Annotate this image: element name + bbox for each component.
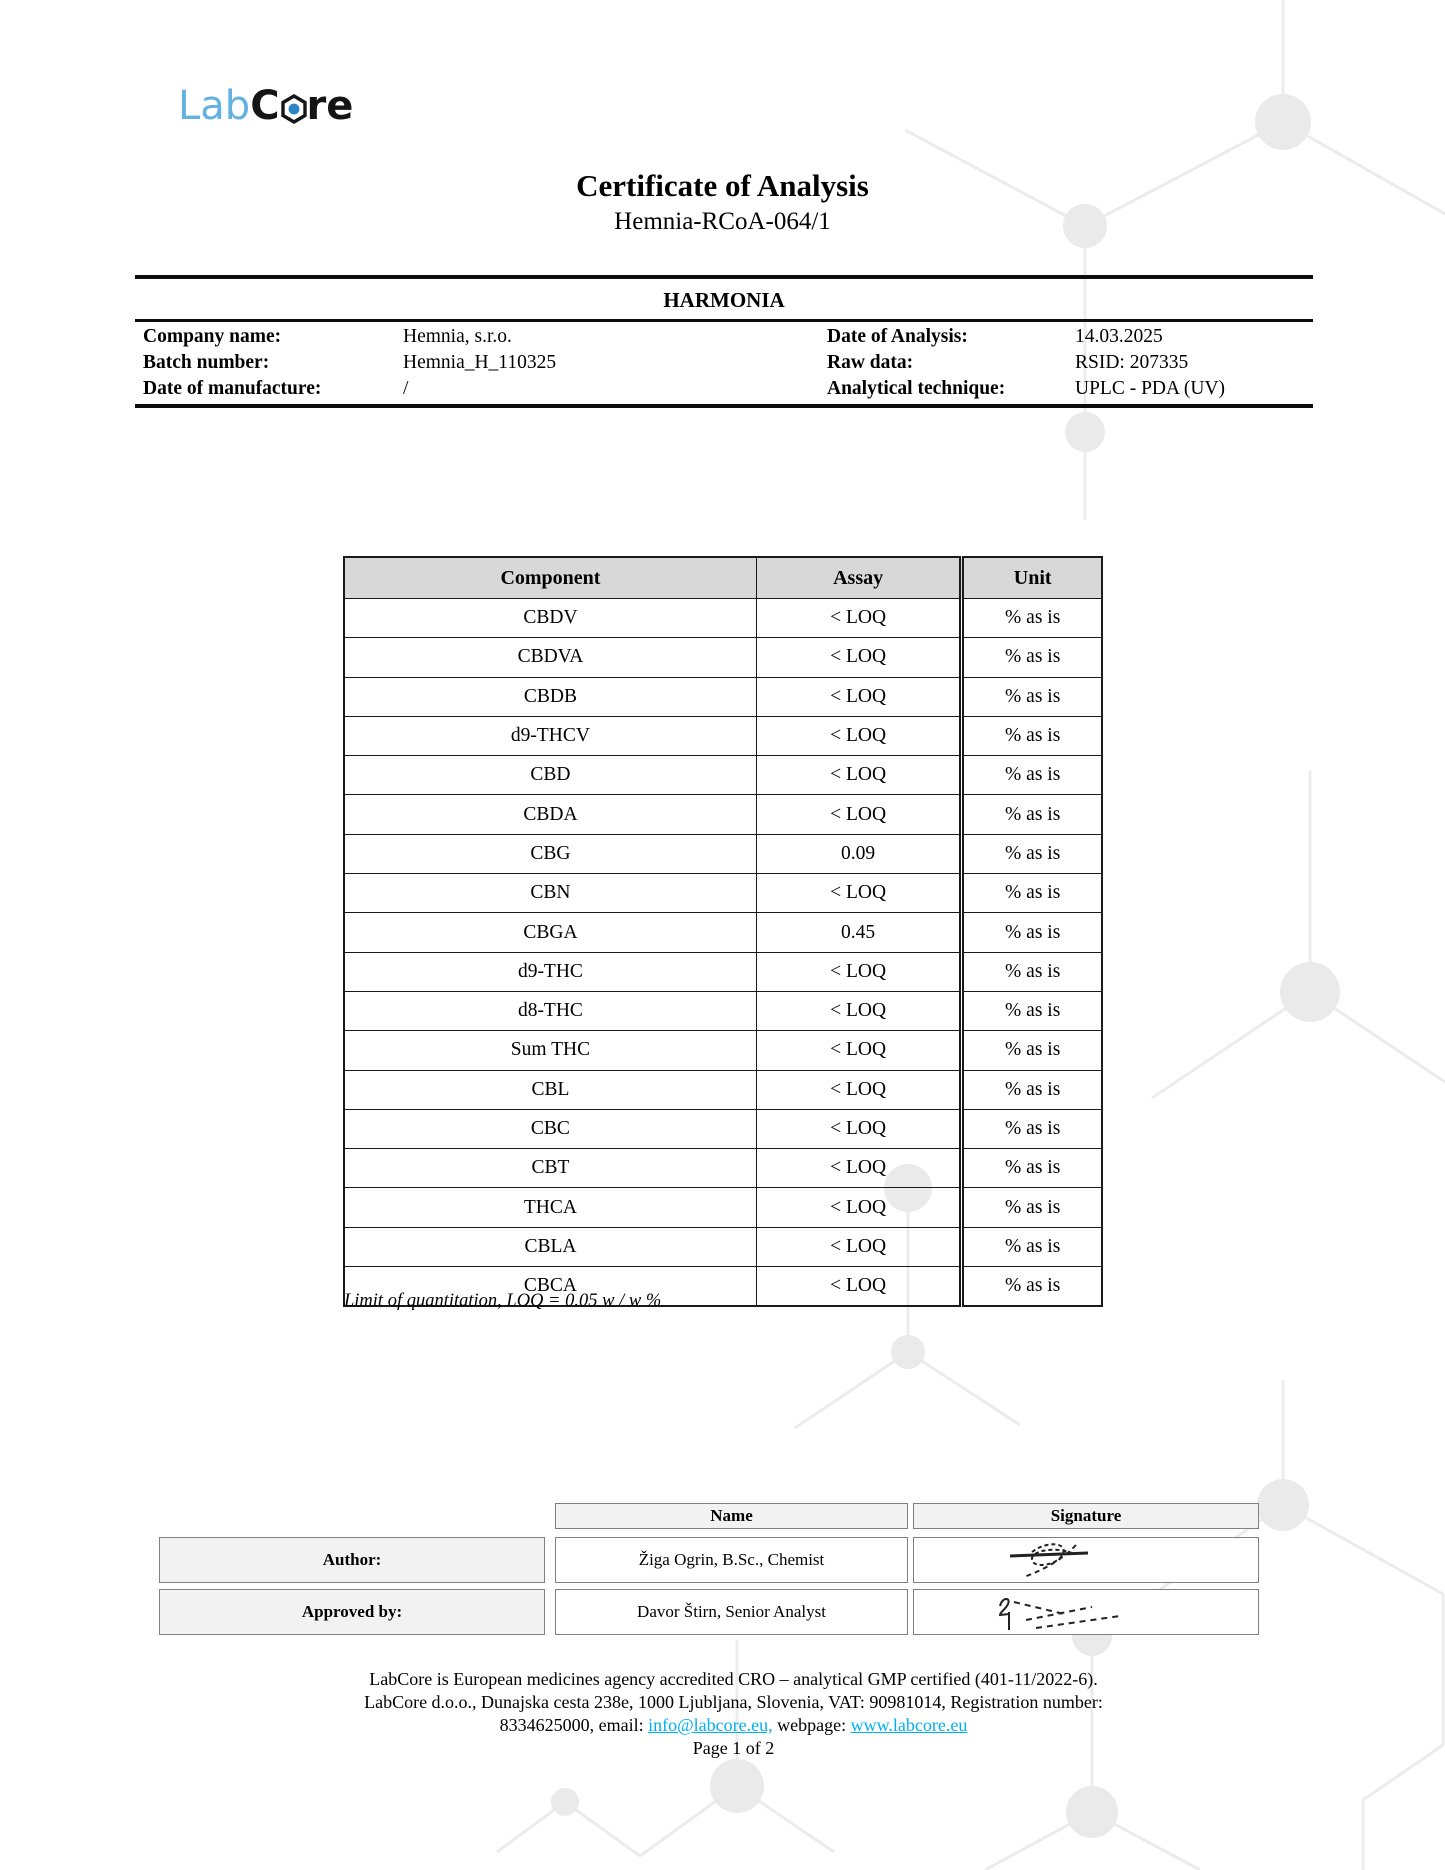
unit-cell: % as is [962, 913, 1102, 952]
assay-cell: < LOQ [756, 716, 961, 755]
table-row [344, 677, 1102, 716]
unit-cell: % as is [962, 952, 1102, 991]
component-cell: Sum THC [344, 1031, 756, 1070]
component-cell: CBCA [344, 1267, 756, 1307]
footer-company-address: LabCore d.o.o., Dunajska cesta 238e, 1000 Ljubljana, Slovenia, VAT: 90981014, Registration number: [364, 1692, 1103, 1712]
footer-contact-line [11, 1714, 1445, 1737]
table-row [344, 756, 1102, 795]
header-block [135, 275, 1313, 408]
company-name-label: Company name: [143, 325, 282, 347]
date-of-analysis-label: Date of Analysis: [827, 325, 968, 347]
logo-lab-text: Lab [178, 83, 251, 129]
unit-cell: % as is [962, 991, 1102, 1030]
page-footer [11, 1668, 1445, 1760]
results-table-body [344, 599, 1102, 1307]
unit-cell: % as is [962, 1149, 1102, 1188]
component-column-header: Component [344, 557, 756, 599]
table-row [344, 1070, 1102, 1109]
approved-by-label: Approved by: [159, 1589, 545, 1635]
labcore-logo [178, 82, 353, 130]
signature-column-header: Signature [913, 1503, 1259, 1529]
component-cell: CBDB [344, 677, 756, 716]
unit-column-header: Unit [962, 557, 1102, 599]
name-column-header: Name [555, 1503, 908, 1529]
analytical-technique-label: Analytical technique: [827, 377, 1006, 399]
loq-footnote: Limit of quantitation, LOQ = 0.05 w / w % [344, 1291, 662, 1311]
date-of-analysis-value: 14.03.2025 [1075, 325, 1163, 347]
component-cell: d8-THC [344, 991, 756, 1030]
table-row [344, 1227, 1102, 1266]
component-cell: d9-THCV [344, 716, 756, 755]
component-cell: CBD [344, 756, 756, 795]
assay-cell: < LOQ [756, 677, 961, 716]
assay-cell: < LOQ [756, 1188, 961, 1227]
table-row [344, 834, 1102, 873]
assay-cell: < LOQ [756, 795, 961, 834]
table-row [344, 1031, 1102, 1070]
table-row [344, 1149, 1102, 1188]
footer-webpage-label: webpage: [772, 1715, 851, 1735]
page-number: Page 1 of 2 [692, 1738, 775, 1758]
batch-number-label: Batch number: [143, 351, 270, 373]
date-of-manufacture-label: Date of manufacture: [143, 377, 322, 399]
table-row [344, 599, 1102, 638]
assay-cell: < LOQ [756, 1227, 961, 1266]
assay-cell: < LOQ [756, 638, 961, 677]
rule-bottom [135, 404, 1313, 408]
assay-cell: < LOQ [756, 1070, 961, 1109]
signature-section [159, 1503, 1257, 1635]
component-cell: CBGA [344, 913, 756, 952]
component-cell: CBT [344, 1149, 756, 1188]
table-row [344, 638, 1102, 677]
raw-data-value: RSID: 207335 [1075, 351, 1189, 373]
assay-cell: < LOQ [756, 756, 961, 795]
approved-signature-box [913, 1589, 1259, 1635]
approved-by-name: Davor Štirn, Senior Analyst [555, 1589, 908, 1635]
footer-accreditation: LabCore is European medicines agency accredited CRO – analytical GMP certified (401-11/2022-6). [369, 1669, 1098, 1689]
assay-cell: < LOQ [756, 874, 961, 913]
company-name-value: Hemnia, s.r.o. [403, 325, 512, 347]
assay-cell: < LOQ [756, 1109, 961, 1148]
email-link[interactable]: info@labcore.eu, [648, 1715, 773, 1735]
assay-cell: < LOQ [756, 1267, 961, 1307]
unit-cell: % as is [962, 599, 1102, 638]
assay-cell: < LOQ [756, 991, 961, 1030]
table-row [344, 1109, 1102, 1148]
unit-cell: % as is [962, 1109, 1102, 1148]
author-signature [914, 1538, 1258, 1582]
table-row [344, 795, 1102, 834]
unit-cell: % as is [962, 638, 1102, 677]
raw-data-label: Raw data: [827, 351, 914, 373]
assay-cell: < LOQ [756, 1031, 961, 1070]
unit-cell: % as is [962, 1188, 1102, 1227]
unit-cell: % as is [962, 1267, 1102, 1307]
product-name: HARMONIA [663, 288, 785, 312]
unit-cell: % as is [962, 756, 1102, 795]
assay-column-header: Assay [756, 557, 961, 599]
header-details [135, 322, 1313, 404]
unit-cell: % as is [962, 677, 1102, 716]
results-table [343, 556, 1103, 1307]
author-label: Author: [159, 1537, 545, 1583]
hexagon-molecule-icon [279, 93, 309, 125]
author-name: Žiga Ogrin, B.Sc., Chemist [555, 1537, 908, 1583]
table-row [344, 952, 1102, 991]
table-row [344, 874, 1102, 913]
logo-core-re: re [306, 83, 354, 129]
unit-cell: % as is [962, 1227, 1102, 1266]
component-cell: CBDV [344, 599, 756, 638]
table-row [344, 913, 1102, 952]
unit-cell: % as is [962, 834, 1102, 873]
component-cell: CBC [344, 1109, 756, 1148]
webpage-link[interactable]: www.labcore.eu [850, 1715, 968, 1735]
table-row [344, 716, 1102, 755]
footer-phone: 8334625000, email: [499, 1715, 649, 1735]
assay-cell: 0.45 [756, 913, 961, 952]
component-cell: CBDA [344, 795, 756, 834]
assay-cell: 0.09 [756, 834, 961, 873]
unit-cell: % as is [962, 795, 1102, 834]
certificate-number: Hemnia-RCoA-064/1 [614, 208, 831, 235]
assay-cell: < LOQ [756, 952, 961, 991]
unit-cell: % as is [962, 1070, 1102, 1109]
unit-cell: % as is [962, 1031, 1102, 1070]
unit-cell: % as is [962, 874, 1102, 913]
component-cell: THCA [344, 1188, 756, 1227]
assay-cell: < LOQ [756, 599, 961, 638]
batch-number-value: Hemnia_H_110325 [403, 351, 557, 373]
approved-signature [914, 1590, 1258, 1634]
results-header-row [344, 557, 1102, 599]
assay-cell: < LOQ [756, 1149, 961, 1188]
table-row [344, 991, 1102, 1030]
page-title: Certificate of Analysis [576, 168, 869, 203]
component-cell: d9-THC [344, 952, 756, 991]
analytical-technique-value: UPLC - PDA (UV) [1075, 377, 1226, 399]
logo-core-c: C [250, 83, 280, 129]
unit-cell: % as is [962, 716, 1102, 755]
author-signature-box [913, 1537, 1259, 1583]
component-cell: CBG [344, 834, 756, 873]
table-row [344, 1188, 1102, 1227]
date-of-manufacture-value: / [403, 377, 409, 399]
component-cell: CBDVA [344, 638, 756, 677]
component-cell: CBL [344, 1070, 756, 1109]
component-cell: CBLA [344, 1227, 756, 1266]
component-cell: CBN [344, 874, 756, 913]
